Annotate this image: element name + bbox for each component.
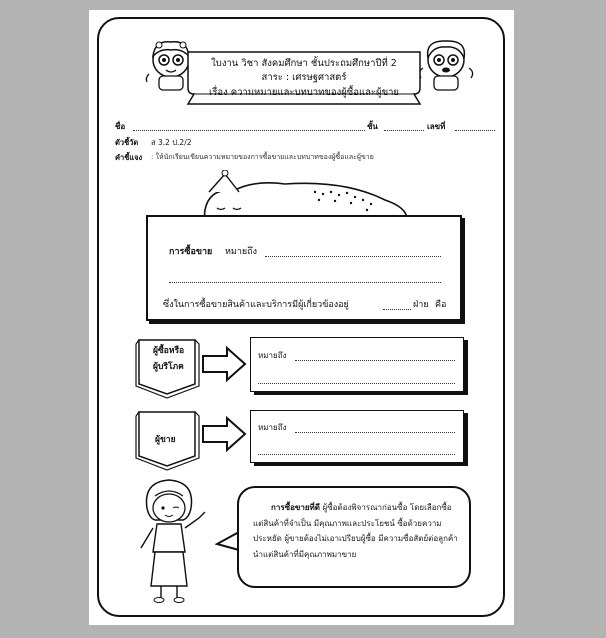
buyer-label-line2: ผู้บริโภค bbox=[153, 362, 184, 372]
seller-answer-line-2[interactable] bbox=[258, 454, 455, 455]
seller-label-line1: ผู้ขาย bbox=[155, 435, 176, 445]
seller-answer-box bbox=[250, 410, 464, 463]
title-block bbox=[184, 50, 424, 106]
girl-character-illustration bbox=[133, 478, 223, 606]
instruction-label: คำชี้แจง bbox=[115, 153, 143, 162]
definition-answer-line-1[interactable] bbox=[265, 256, 441, 257]
instruction-text: : ให้นักเรียนเขียนความหมายของการซื้อขายและบทบาทของผู้ซื้อและผู้ขาย bbox=[151, 153, 374, 161]
title-line-strand: สาระ : เศรษฐศาสตร์ bbox=[261, 72, 347, 83]
definition-means-label: หมายถึง bbox=[225, 247, 258, 257]
bubble-body: ผู้ซื้อต้องพิจารณาก่อนซื้อ โดยเลือกซื้อแต่สินค้าที่จำเป็น มีคุณภาพและประโยชน์ ซื้อด้วยความประหยัด ผู้ขายต้องไม่เอาเปรียบผู้ซื้อ มีความซื่อสัตย์ต่อลูกค้า นำแต่สินค้าที่มีคุณภาพมาขาย bbox=[253, 503, 458, 559]
title-line-subject: ใบงาน วิชา สังคมศึกษา ชั้นประถมศึกษาปีที่ 2 bbox=[211, 58, 397, 69]
bubble-paragraph bbox=[253, 500, 459, 562]
participants-sentence: ซึ่งในการซื้อขายสินค้าและบริการมีผู้เกี่ยวข้องอยู่ bbox=[163, 300, 349, 310]
cartoon-girl-right-illustration bbox=[415, 38, 477, 98]
class-label: ชั้น bbox=[367, 122, 378, 131]
definition-answer-line-2[interactable] bbox=[169, 282, 441, 283]
participants-unit: ฝ่าย bbox=[413, 300, 429, 310]
buyer-label-line1: ผู้ซื้อหรือ bbox=[153, 346, 185, 356]
good-trading-speech-bubble bbox=[237, 486, 471, 588]
participants-end: คือ bbox=[435, 300, 447, 310]
buyer-means-label: หมายถึง bbox=[258, 351, 287, 360]
seller-answer-line-1[interactable] bbox=[295, 432, 455, 433]
buyer-answer-line-2[interactable] bbox=[258, 383, 455, 384]
seller-means-label: หมายถึง bbox=[258, 423, 287, 432]
name-label: ชื่อ bbox=[115, 122, 126, 131]
title-line-topic: เรื่อง ความหมายและบทบาทของผู้ซื้อและผู้ขาย bbox=[209, 87, 399, 98]
number-input-line[interactable] bbox=[455, 130, 495, 131]
worksheet-page bbox=[89, 10, 514, 625]
participants-count-line[interactable] bbox=[383, 309, 411, 310]
buyer-answer-line-1[interactable] bbox=[295, 360, 455, 361]
indicator-value: ส 3.2 ป.2/2 bbox=[151, 138, 192, 147]
number-label: เลขที่ bbox=[427, 122, 446, 131]
indicator-label: ตัวชี้วัด bbox=[115, 138, 139, 147]
class-input-line[interactable] bbox=[384, 130, 424, 131]
name-input-line[interactable] bbox=[133, 130, 365, 131]
definition-term: การซื้อขาย bbox=[169, 247, 213, 257]
bubble-heading: การซื้อขายที่ดี bbox=[271, 503, 320, 512]
